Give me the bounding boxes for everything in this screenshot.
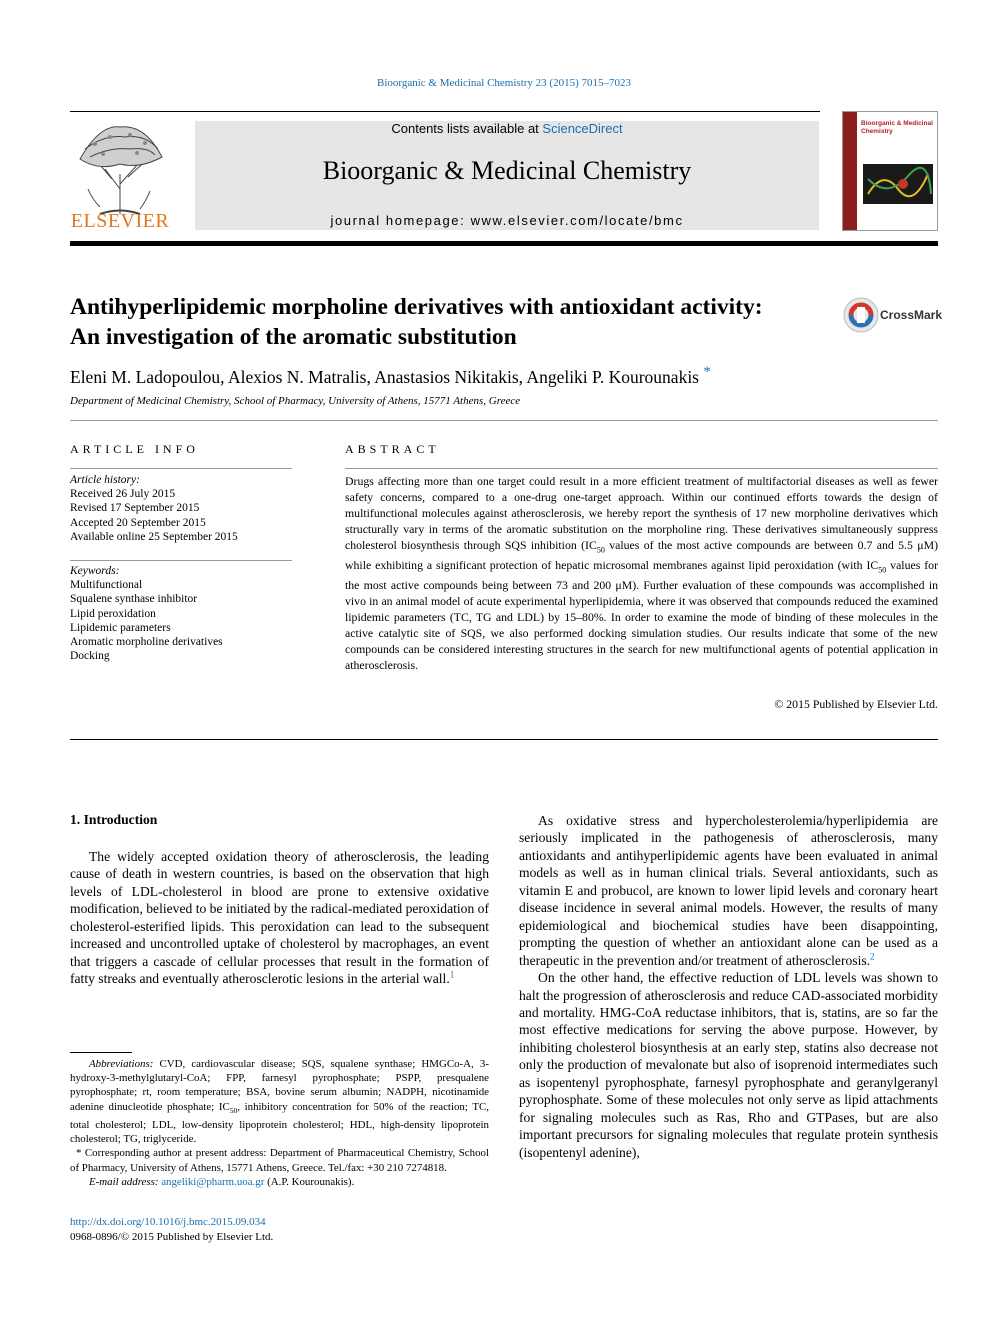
keyword-item: Lipid peroxidation bbox=[70, 607, 156, 620]
abstract-rule bbox=[345, 468, 938, 469]
history-accepted: Accepted 20 September 2015 bbox=[70, 516, 206, 529]
paragraph-text: As oxidative stress and hypercholesterolemia/hyperlipidemia are seriously implicated in the pathogenesis of atherosclerosis, many antioxidants and antihyperlipidemic agents have been evaluated in animal models as well as in human clinical trials. Several antioxidants, such as vitamin E and probucol, are known to lower lipid levels and coronary heart disease incidence in several animal models. However, the results of many epidemiological and biochemical studies have been disappointing, prompting the question of whether an antioxidant alone can be used as a therapeutic in the prevention and/or treatment of atherosclerosis. bbox=[519, 813, 938, 968]
email-label: E-mail address: bbox=[89, 1175, 162, 1188]
email-footnote bbox=[70, 1175, 489, 1189]
sciencedirect-link[interactable]: ScienceDirect bbox=[542, 121, 623, 136]
body-left-column bbox=[70, 848, 489, 988]
keyword-item: Aromatic morpholine derivatives bbox=[70, 636, 223, 649]
journal-citation[interactable]: Bioorganic & Medicinal Chemistry 23 (2015) 7015–7023 bbox=[377, 77, 631, 89]
homepage-prefix: journal homepage: bbox=[330, 213, 471, 228]
keywords-label: Keywords: bbox=[70, 565, 120, 577]
journal-title: Bioorganic & Medicinal Chemistry bbox=[322, 156, 692, 185]
header-thick-rule bbox=[70, 241, 938, 246]
keyword-item: Lipidemic parameters bbox=[70, 621, 171, 634]
subscript: 50 bbox=[878, 565, 887, 575]
keyword-item: Squalene synthase inhibitor bbox=[70, 593, 198, 606]
paragraph bbox=[519, 969, 938, 1161]
reference-link[interactable]: 2 bbox=[870, 951, 875, 962]
paragraph bbox=[70, 848, 489, 988]
affiliation: Department of Medicinal Chemistry, School of Pharmacy, University of Athens, 15771 Athens, Greece bbox=[70, 395, 521, 407]
subscript: 50 bbox=[229, 1105, 238, 1115]
header-top-rule bbox=[70, 111, 820, 112]
history-revised: Revised 17 September 2015 bbox=[70, 502, 200, 515]
cover-title-line1: Bioorganic & Medicinal bbox=[861, 120, 933, 127]
paragraph bbox=[519, 812, 938, 969]
contents-line bbox=[195, 121, 819, 136]
keywords bbox=[70, 564, 223, 663]
article-title-line1: Antihyperlipidemic morpholine derivatives with antioxidant activity: bbox=[70, 294, 763, 320]
email-link[interactable]: angeliki@pharm.uoa.gr bbox=[161, 1175, 265, 1188]
keywords-rule bbox=[70, 560, 292, 561]
cover-art-icon bbox=[863, 164, 933, 204]
subscript: 50 bbox=[596, 544, 605, 554]
abbreviations-footnote bbox=[70, 1057, 489, 1146]
cover-spine bbox=[843, 112, 857, 230]
keyword-item: Multifunctional bbox=[70, 579, 143, 592]
journal-homepage bbox=[195, 213, 819, 228]
abbreviations-text: CVD, cardiovascular disease; SQS, squalene synthase; HMGCo-A, 3-hydroxy-3-methylglutaryl-CoA; FPP, farnesyl pyrophosphate; PSPP, presqualene pyrophosphate; rt, room temperature; BSA, bovine serum albumin; NADPH, nicotinamide adenine dinucleotide phosphate; IC bbox=[70, 1058, 489, 1113]
abbreviations-label: Abbreviations: bbox=[89, 1058, 154, 1070]
footnote-rule bbox=[70, 1052, 132, 1053]
homepage-link[interactable]: www.elsevier.com/locate/bmc bbox=[470, 213, 684, 228]
body-right-column bbox=[519, 812, 938, 1161]
paragraph-text: On the other hand, the effective reduction of LDL levels was shown to halt the progression of atherosclerosis and reduce CAD-associated morbidity and mortality. HMG-CoA reductase inhibitors, that is, statins, are so far the most effective medications for serving the above purpose. However, by inhibiting cholesterol biosynthesis at an early step, statins also decrease not only the production of mevalonate but also of isoprenoid intermediates such as isopentenyl pyrophosphate, farnesyl pyrophosphate and geranylgeranyl pyrophosphate. Some of these molecules not only serve as lipid attachments for signaling molecules such as Ras, Rho and GTPases, but are also important precursors for signaling molecules that regulate protein synthesis (isopentenyl adenine), bbox=[519, 970, 938, 1160]
abstract-part: values of the most active compounds are between 0.7 and 5.5 μM) while exhibiting a significant protection of hepatic microsomal membranes against lipid peroxidation (with IC bbox=[345, 537, 938, 572]
abstract-part: values for the most active compounds being between 73 and 200 μM). Further evaluation of these compounds was accomplished in vivo in an animal model of acute experimental hyperlipidemia, where it was observed that compounds reduced the examined lipidemic parameters (TC, TG and LDL) by 15–80%. In order to examine the mode of binding of these molecules in the active catalytic site of SQS, we also performed docking simulation studies. Our results indicate that some of the new compounds can be considered interesting structures in the search for new multifunctional agents of potential application in atherosclerosis. bbox=[345, 557, 938, 672]
title-divider bbox=[70, 420, 938, 421]
journal-cover-thumbnail[interactable] bbox=[842, 111, 938, 231]
abstract-copyright: © 2015 Published by Elsevier Ltd. bbox=[774, 697, 938, 711]
article-info-rule bbox=[70, 468, 292, 469]
article-info-heading: ARTICLE INFO bbox=[70, 442, 199, 456]
corresponding-author-marker[interactable]: * bbox=[703, 364, 711, 380]
cover-title bbox=[861, 120, 933, 136]
abstract-part: Drugs affecting more than one target could result in a more efficient treatment of multifactorial diseases as well as fewer safety concerns, compared to a one-drug one-target approach. Within our continued efforts towards the design of multifunctional molecules against atherosclerosis, we hereby report the synthesis of 17 new morpholine derivatives which structurally vary in terms of the aromatic substitution on the morpholine ring. These derivatives simultaneously suppress cholesterol biosynthesis through SQS inhibition (IC bbox=[345, 474, 938, 552]
paragraph-text: The widely accepted oxidation theory of atherosclerosis, the leading cause of death in western countries, is based on the observation that high levels of LDL-cholesterol in blood are prone to extensive oxidative modification, believed to be initiated by the radical-mediated peroxidation of cholesterol-esterified lipids. This peroxidation can lead to the subsequent increased and uncontrolled uptake of cholesterol by macrophages, an event that triggers a cascade of cellular processes that result in the formation of fatty streaks and eventually atherosclerotic lesions in the arterial wall. bbox=[70, 849, 489, 987]
issn-line: 0968-0896/© 2015 Published by Elsevier Ltd. bbox=[70, 1231, 274, 1243]
crossmark-icon[interactable] bbox=[843, 297, 879, 333]
contents-prefix: Contents lists available at bbox=[391, 121, 543, 136]
keyword-item: Docking bbox=[70, 650, 110, 663]
abstract-heading: ABSTRACT bbox=[345, 442, 440, 456]
abstract-divider bbox=[70, 739, 938, 740]
crossmark-label[interactable]: CrossMark bbox=[880, 308, 943, 322]
history-online: Available online 25 September 2015 bbox=[70, 530, 238, 543]
email-suffix: (A.P. Kourounakis). bbox=[264, 1175, 355, 1188]
article-history bbox=[70, 473, 238, 544]
history-received: Received 26 July 2015 bbox=[70, 488, 176, 501]
article-title-line2: An investigation of the aromatic substitution bbox=[70, 324, 517, 350]
abstract-text bbox=[345, 474, 938, 674]
abbreviations-text: , inhibitory concentration for 50% of the reaction; TC, total cholesterol; LDL, low-density lipoprotein cholesterol; HDL, high-density lipoprotein cholesterol; TG, triglyceride. bbox=[70, 1100, 489, 1146]
article-title bbox=[70, 292, 830, 352]
footnotes bbox=[70, 1057, 489, 1189]
cover-title-line2: Chemistry bbox=[861, 128, 893, 135]
cover-image bbox=[863, 164, 933, 204]
doi-link[interactable]: http://dx.doi.org/10.1016/j.bmc.2015.09.034 bbox=[70, 1216, 266, 1228]
section-heading-introduction: 1. Introduction bbox=[70, 812, 158, 827]
reference-link[interactable]: 1 bbox=[449, 969, 455, 980]
authors: Eleni M. Ladopoulou, Alexios N. Matralis, Anastasios Nikitakis, Angeliki P. Kourounakis bbox=[70, 366, 699, 387]
author-list bbox=[70, 364, 711, 388]
corresponding-footnote: * Corresponding author at present address: Department of Pharmaceutical Chemistry, School of Pharmacy, University of Athens, 15771 Athens, Greece. Tel./fax: +30 210 7274818. bbox=[70, 1147, 489, 1174]
elsevier-wordmark: ELSEVIER bbox=[70, 210, 170, 232]
history-label: Article history: bbox=[70, 474, 140, 486]
